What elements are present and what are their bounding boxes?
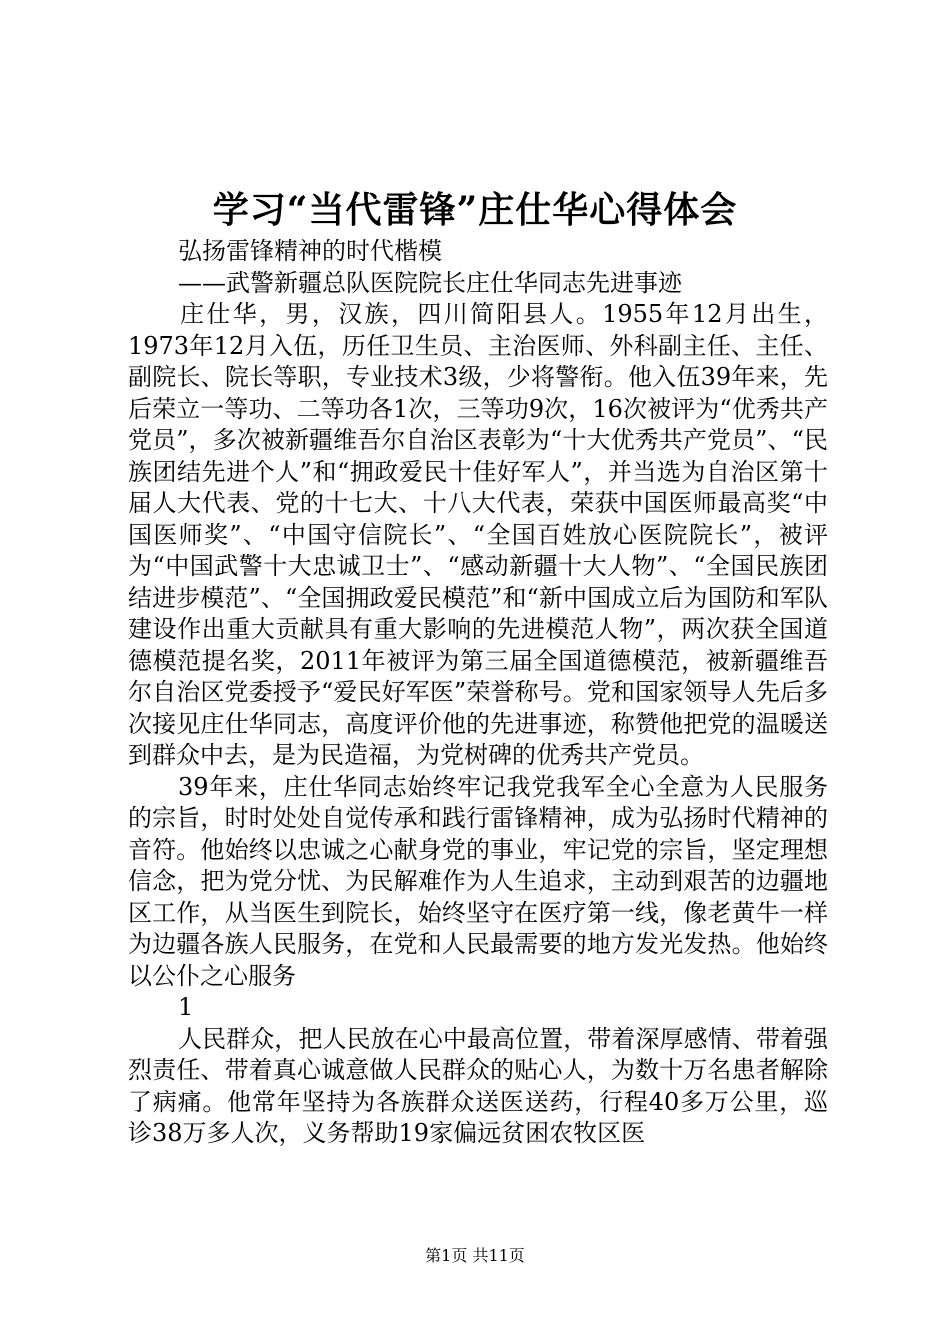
page-footer: 第1页 共11页 bbox=[425, 1246, 525, 1265]
byline: ——武警新疆总队医院院长庄仕华同志先进事迹 bbox=[178, 268, 682, 297]
document-body bbox=[128, 236, 828, 1150]
document-title: 学习“当代雷锋”庄仕华心得体会 bbox=[212, 189, 738, 231]
paragraph: 庄仕华，男，汉族，四川简阳县人。1955年12月出生，1973年12月入伍，历任卫生员、主治医师、外科副主任、主任、副院长、院长等职，专业技术3级，少将警衔。他入伍39年来，先后荣立一等功、二等功各1次，三等功9次，16次被评为“优秀共产党员”，多次被新疆维吾尔自治区表彰为“十大优秀共产党员”、“民族团结先进个人”和“拥政爱民十佳好军人”，并当选为自治区第十届人大代表、党的十七大、十八大代表，荣获中国医师最高奖“中国医师奖”、“中国守信院长”、“全国百姓放心医院院长”，被评为“中国武警十大忠诚卫士”、“感动新疆十大人物”、“全国民族团结进步模范”、“全国拥政爱民模范”和“新中国成立后为国防和军队建设作出重大贡献具有重大影响的先进模范人物”，两次获全国道德模范提名奖，2011年被评为第三届全国道德模范，被新疆维吾尔自治区党委授予“爱民好军医”荣誉称号。党和国家领导人先后多次接见庄仕华同志，高度评价他的先进事迹，称赞他把党的温暖送到群众中去，是为民造福，为党树碑的优秀共产党员。 bbox=[128, 300, 828, 769]
page-break-number: 1 bbox=[178, 993, 194, 1021]
paragraph: 39年来，庄仕华同志始终牢记我党我军全心全意为人民服务的宗旨，时时处处自觉传承和践行雷锋精神，成为弘扬时代精神的音符。他始终以忠诚之心献身党的事业，牢记党的宗旨，坚定理想信念，把为党分忧、为民解难作为人生追求，主动到艰苦的边疆地区工作，从当医生到院长，始终坚守在医疗第一线，像老黄牛一样为边疆各族人民服务，在党和人民最需要的地方发光发热。他始终以公仆之心服务 bbox=[128, 772, 828, 990]
subtitle: 弘扬雷锋精神的时代楷模 bbox=[178, 237, 442, 265]
paragraph: 人民群众，把人民放在心中最高位置，带着深厚感情、带着强烈责任、带着真心诚意做人民群众的贴心人，为数十万名患者解除了病痛。他常年坚持为各族群众送医送药，行程40多万公里，巡诊38万多人次，义务帮助19家偏远贫困农牧区医 bbox=[128, 1024, 828, 1147]
